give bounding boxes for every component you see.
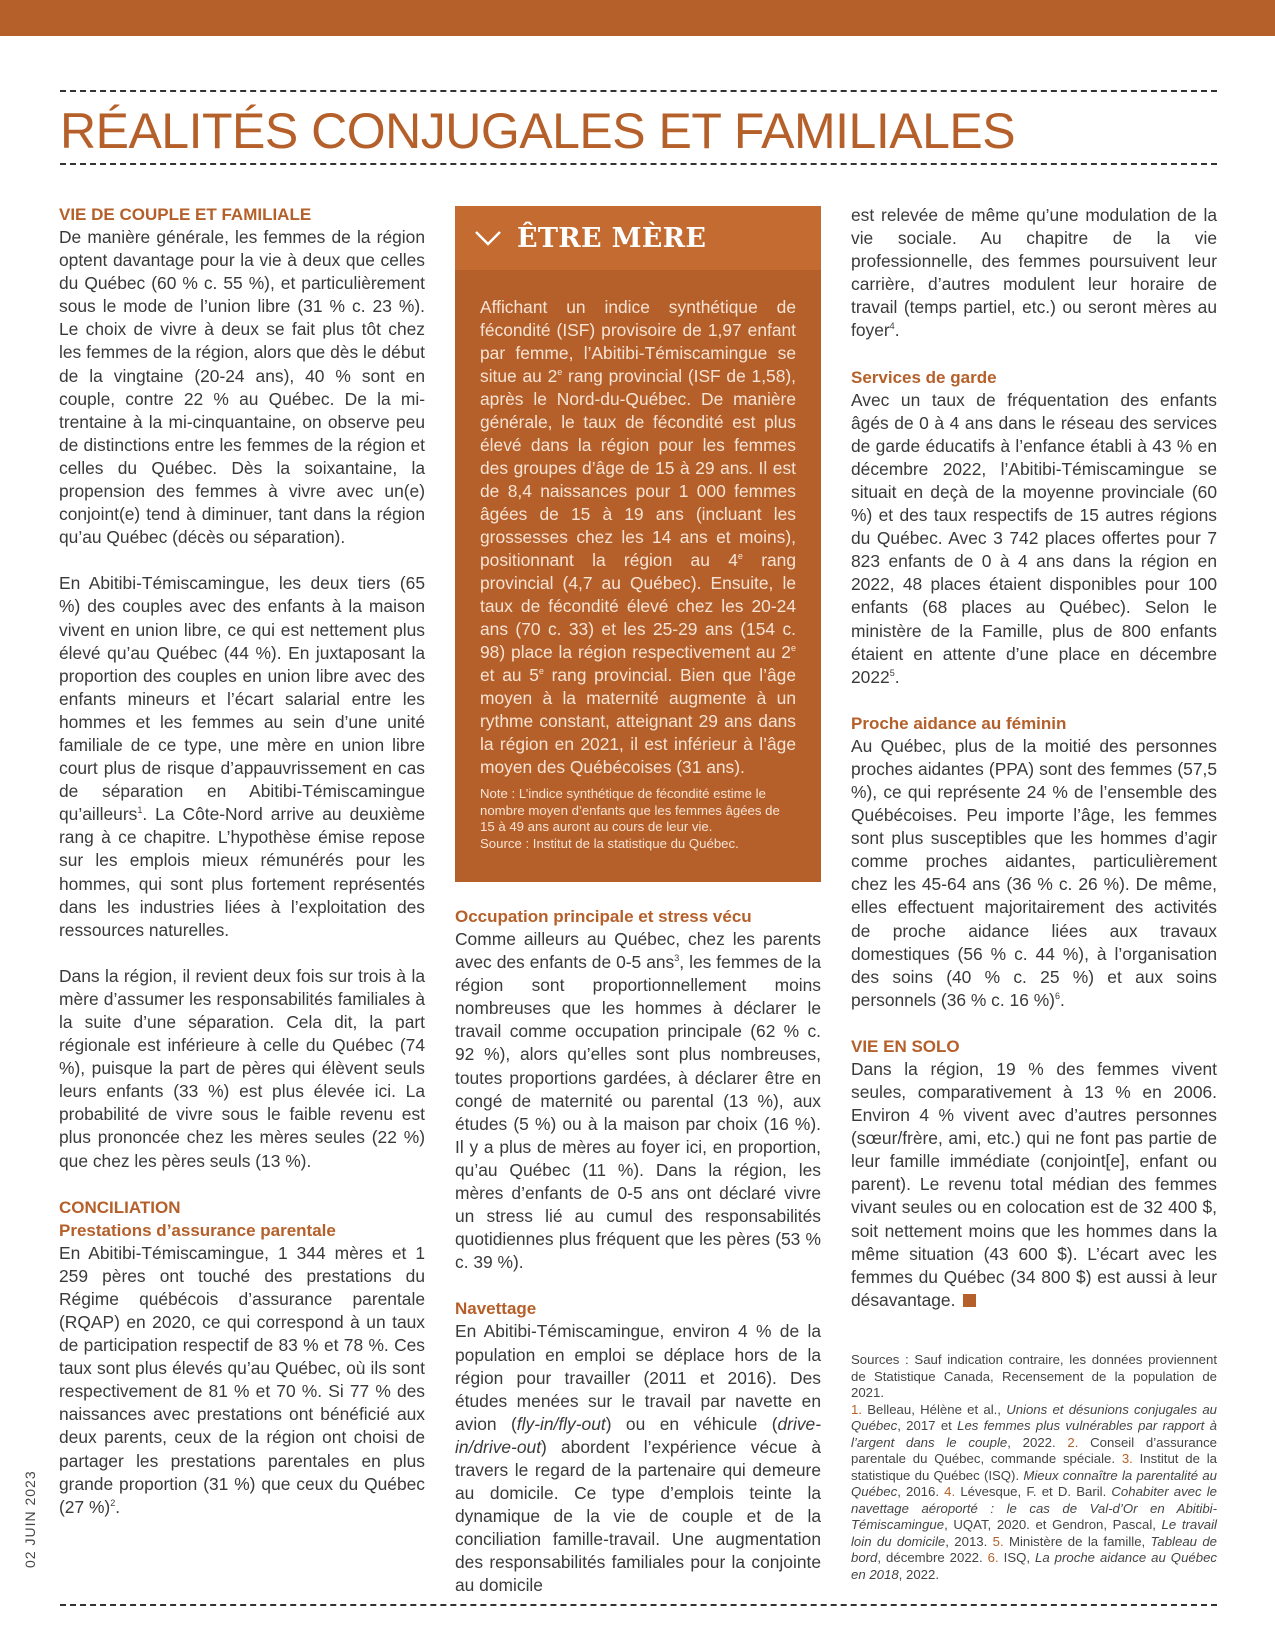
chevron-down-icon [473, 223, 503, 253]
paragraph-vie-couple-2: En Abitibi-Témiscamingue, les deux tiers (65 %) des couples avec des enfants à la maison vivent en union libre, ce qui est nettement plus élevé qu’au Québec (44 %). En juxtaposant la proportion des couples en union libre avec des enfants mineurs et l’écart salarial entre les hommes et les femmes au sein d’une unité familiale de ce type, une mère en union libre court plus de risque d’appauvrissement en cas de séparation en Abitibi-Témiscamingue qu’ailleurs$^1$. La Côte-Nord arrive au deuxième rang à ce chapitre. L’hypothèse émise repose sur les emplois mieux rémunérés pour les hommes, qui sont plus fortement représentés dans les industries liées à l’exploitation des ressources naturelles. [59, 573, 425, 940]
top-color-bar [0, 0, 1275, 36]
footnote-ref-6: 6 [1054, 991, 1060, 1002]
paragraph-occupation: Comme ailleurs au Québec, chez les parents avec des enfants de 0-5 ans$^3$, les femmes de la région sont proportionnellement moins nombreuses que les hommes à déclarer le travail comme occupation principale (62 % c. 92 %), alors qu’elles sont plus nombreuses, toutes proportions gardées, à déclarer être en congé de maternité ou parental (13 %), aux études (5 %) ou à la maison par choix (16 %). Il y a plus de mères au foyer ici, en proportion, qu’au Québec (11 %). Dans la région, les mères d’enfants de 0-5 ans ont déclaré vivre un stress lié au cumul des responsabilités quotidiennes plus fréquent que les pères (53 % c. 39 %). [455, 929, 821, 1273]
heading-occupation: Occupation principale et stress vécu [455, 907, 752, 926]
heading-prestations: Prestations d’assurance parentale [59, 1220, 336, 1240]
sources-text: Sources : Sauf indication contraire, les données proviennent de Statistique Canada, Recensement de la population de 2021. 1. Belleau, Hélène et al., Unions et désunions conjugales au Québec, 2017 et Les femmes plus vulnérables par rapport à l’argent dans le couple, 2022. 2. Conseil d’assurance parentale du Québec, commande spéciale. 3. Institut de la statistique du Québec (ISQ). Mieux connaître la parentalité au Québec, 2016. 4. Lévesque, F. et D. Baril. Cohabiter avec le navettage aéroporté : le cas de Val-d’Or en Abitibi-Témiscamingue, UQAT, 2020. et Gendron, Pascal, Le travail loin du domicile, 2013. 5. Ministère de la famille, Tableau de bord, décembre 2022. 6. ISQ, La proche aidance au Québec en 2018, 2022. [851, 1352, 1218, 1582]
footer-date: 02 JUIN 2023 [22, 1470, 38, 1568]
paragraph-vie-couple-1: De manière générale, les femmes de la région optent davantage pour la vie à deux que celles du Québec (60 % c. 55 %), et particulièrement sous le mode de l’union libre (31 % c. 23 %). Le choix de vivre à deux se fait plus tôt chez les femmes de la région, alors que dès le début de la vingtaine (20-24 ans), 40 % sont en couple, contre 22 % au Québec. De la mi-trentaine à la mi-cinquantaine, on observe peu de distinctions entre les femmes de la région et celles du Québec. Dès la soixantaine, la propension des femmes à vivre avec un(e) conjoint(e) tend à diminuer, tant dans la région qu’au Québec (décès ou séparation). [59, 227, 425, 548]
heading-proche-aidance: Proche aidance au féminin [851, 713, 1067, 733]
paragraph-prestations: En Abitibi-Témiscamingue, 1 344 mères et 1 259 pères ont touché des prestations du Régime québécois d’assurance parentale (RQAP) en 2020, ce qui correspond à un taux de participation respectif de 83 % et 78 %. Ces taux sont plus élevés qu’au Québec, où ils sont respectivement de 81 % et 70 %. Si 77 % des naissances avec prestations ont bénéficié aux deux parents, ceux de la région ont choisi de partager les prestations parentales en plus grande proportion (31 %) que ceux du Québec (27 %)$^2$. [59, 1242, 425, 1517]
heading-vie-couple: VIE DE COUPLE ET FAMILIALE [59, 205, 312, 224]
page-title: RÉALITÉS CONJUGALES ET FAMILIALES [60, 103, 1016, 159]
footnote-ref-1: 1 [137, 805, 143, 816]
heading-conciliation: CONCILIATION [59, 1197, 181, 1217]
column-left [59, 203, 425, 1519]
paragraph-proche-aidance: Au Québec, plus de la moitié des personnes proches aidantes (PPA) sont des femmes (57,5 %), ce qui représente 24 % de l’ensemble des Québécoises. Peu importe l’âge, les femmes sont plus susceptibles que les hommes d’agir comme proches aidantes, particulièrement chez les 45-64 ans (36 % c. 26 %). De même, elles effectuent majoritairement des activités de proche aidance liées aux travaux domestiques (56 % c. 44 %), à l’organisation des soins (40 % c. 25 %) et aux soins personnels (36 % c. 16 %)$^6$. [851, 735, 1217, 1010]
column-middle [455, 905, 821, 1598]
etre-mere-text: Affichant un indice synthétique de fécondité (ISF) provisoire de 1,97 enfant par femme, l’Abitibi-Témiscamingue se situe au 2e rang provincial (ISF de 1,58), après le Nord-du-Québec. De manière générale, le taux de fécondité est plus élevé dans la région pour les femmes des groupes d’âge de 15 à 29 ans. Il est de 8,4 naissances pour 1 000 femmes âgées de 15 à 19 ans (incluant les grossesses chez les 14 ans et moins), positionnant la région au 4e rang provincial (4,7 au Québec). Ensuite, le taux de fécondité élevé chez les 20-24 ans (70 c. 33) et les 25-29 ans (154 c. 98) place la région respectivement au 2e et au 5e rang provincial. Bien que l’âge moyen à la maternité augmente à un rythme constant, atteignant 29 ans dans la région en 2021, il est inférieur à l’âge moyen des Québécoises (31 ans). [480, 297, 796, 777]
footnote-ref-3: 3 [674, 953, 680, 964]
etre-mere-box-header [455, 206, 821, 270]
etre-mere-source: Source : Institut de la statistique du Québec. [480, 835, 739, 851]
paragraph-navettage: En Abitibi-Témiscamingue, environ 4 % de la population en emploi se déplace hors de la région pour travailler (2011 et 2016). Des études menées sur le travail par navette en avion (fly-in/fly-out) ou en véhicule (drive-in/drive-out) abordent l’expérience vécue à travers le regard de la partenaire qui demeure au domicile. Ce type d’emplois teinte la dynamique de la vie de couple et de la conciliation famille-travail. Une augmentation des responsabilités familiales pour la conjointe au domicile [455, 1321, 821, 1596]
footer-rule [60, 1604, 1217, 1606]
title-top-rule [60, 90, 1217, 92]
etre-mere-title: ÊTRE MÈRE [517, 222, 707, 254]
paragraph-vie-solo: Dans la région, 19 % des femmes vivent seules, comparativement à 13 % en 2006. Environ 4 % vivent avec d’autres personnes (sœur/frère, ami, etc.) qui ne font pas partie de leur famille immédiate (conjoint[e], enfant ou parent). Le revenu total médian des femmes vivant seules ou en colocation est de 32 400 $, soit nettement moins que les hommes dans la même situation (43 600 $). L’écart avec les femmes du Québec (34 800 $) est aussi à leur désavantage. [851, 1058, 1217, 1310]
footnote-ref-5: 5 [889, 667, 895, 678]
title-bottom-rule [60, 163, 1217, 165]
footnote-ref-2: 2 [110, 1497, 116, 1508]
etre-mere-note: Note : L’indice synthétique de fécondité estime le nombre moyen d’enfants que les femmes âgées de 15 à 49 ans auront au cours de leur vie. Source : Institut de la statistique du Québec. [480, 786, 780, 851]
end-square-icon [963, 1294, 976, 1307]
column-right [851, 204, 1217, 1312]
heading-navettage: Navettage [455, 1299, 537, 1319]
heading-vie-solo: VIE EN SOLO [851, 1036, 960, 1056]
paragraph-navettage-cont: est relevée de même qu’une modulation de la vie sociale. Au chapitre de la vie professionnelle, des femmes poursuivent leur carrière, d’autres modulent leur horaire de travail (temps partiel, etc.) ou seront mères au foyer$^4$. [851, 205, 1217, 341]
footnote-ref-4: 4 [889, 321, 895, 332]
paragraph-services-garde: Avec un taux de fréquentation des enfants âgés de 0 à 4 ans dans le réseau des services de garde éducatifs à l’enfance établi à 43 % en décembre 2022, l’Abitibi-Témiscamingue se situait en deçà de la moyenne provinciale (60 %) et des taux respectifs de 15 autres régions du Québec. Avec 3 742 places offertes pour 7 823 enfants de 0 à 4 ans dans la région en 2022, 48 places étaient disponibles pour 100 enfants (68 places au Québec). Selon le ministère de la Famille, plus de 800 enfants étaient en attente d’une place en décembre 2022$^5$. [851, 389, 1217, 687]
paragraph-vie-couple-3: Dans la région, il revient deux fois sur trois à la mère d’assumer les responsabilités familiales à la suite d’une séparation. Cela dit, la part régionale est inférieure à celle du Québec (74 %), puisque la part de pères qui élèvent seuls leurs enfants (33 %) est plus élevée ici. La probabilité de vivre sous le faible revenu est plus prononcée chez les mères seules (22 %) que chez les pères seuls (13 %). [59, 965, 425, 1171]
sources-block [851, 1352, 1217, 1583]
heading-services-garde: Services de garde [851, 367, 997, 387]
